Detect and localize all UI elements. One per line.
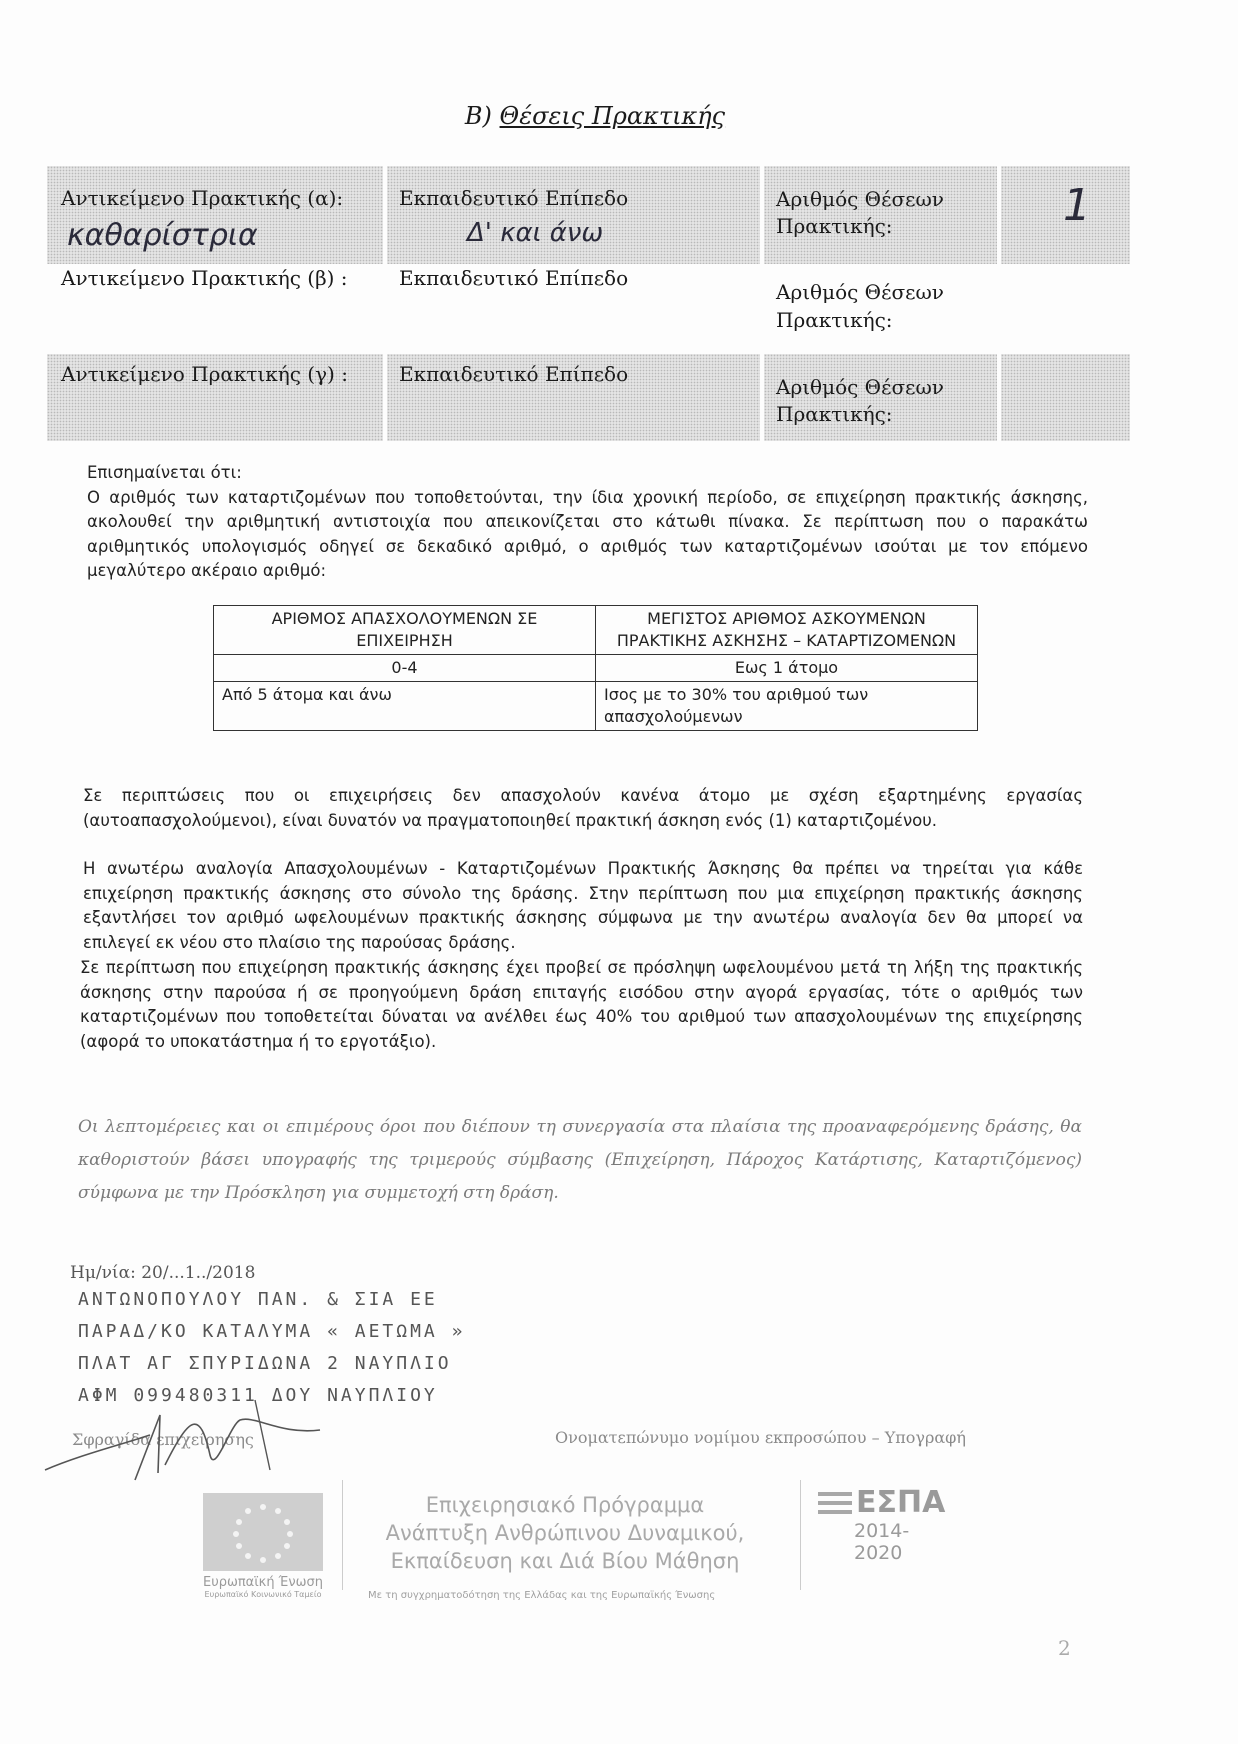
row-c-count-label: Αριθμός Θέσεων Πρακτικής: (776, 375, 944, 426)
page-number: 2 (1058, 1636, 1071, 1660)
espa-logo (818, 1485, 948, 1564)
eu-caption (190, 1575, 336, 1599)
table-cell: Ισος με το 30% του αριθμού των απασχολούμενων (596, 682, 978, 731)
table-header-row (214, 606, 978, 655)
hire-rule-paragraph: Σε περίπτωση που επιχείρηση πρακτικής άσκησης έχει προβεί σε πρόσληψη ωφελουμένου μετά τη λήξη της πρακτικής άσκησης στην παρούσα ή σε προηγούμενη δράση επιταγής εισόδου στην αγορά εργασίας, τότε ο αριθμός των καταρτιζομένων που τοποθετείται δύναται να ανέλθει έως 40% του αριθμού των απασχολουμένων της επιχείρησης (αφορά το υποκατάστημα ή το εργοτάξιο). (80, 958, 1083, 1051)
section-title (0, 102, 1190, 130)
row-c-level-cell (387, 354, 760, 441)
row-c-subject-label: Αντικείμενο Πρακτικής (γ) : (61, 362, 348, 386)
table-cell: Εως 1 άτομο (596, 655, 978, 682)
row-a-subject-value: καθαρίστρια (67, 218, 258, 253)
row-b-count-label: Αριθμός Θέσεων Πρακτικής: (776, 280, 944, 332)
company-stamp (78, 1284, 465, 1412)
section-title-main: Θέσεις Πρακτικής (499, 102, 726, 130)
espa-years: 2014-2020 (854, 1520, 910, 1564)
program-line: Επιχειρησιακό Πρόγραμμα (425, 1493, 705, 1517)
ratio-table (213, 605, 978, 731)
row-c-level-label: Εκπαιδευτικό Επίπεδο (399, 362, 629, 386)
date-value: 20/...1../2018 (141, 1263, 256, 1283)
table-cell: Από 5 άτομα και άνω (214, 682, 596, 731)
stamp-line: ΑΦΜ 099480311 ΔΟΥ ΝΑΥΠΛΙΟΥ (78, 1385, 438, 1406)
notice-heading: Επισημαίνεται ότι: (87, 463, 242, 482)
row-a-level-cell (387, 166, 760, 264)
table-row (214, 682, 978, 731)
eu-label: Ευρωπαϊκή Ένωση (202, 1575, 324, 1590)
positions-grid (47, 166, 1130, 441)
section-title-prefix: Β) (464, 102, 500, 130)
row-a-level-label: Εκπαιδευτικό Επίπεδο (399, 186, 629, 210)
footer-divider (800, 1480, 801, 1590)
table-cell: 0-4 (214, 655, 596, 682)
cofinance-note: Με τη συγχρηματοδότηση της Ελλάδας και της Ευρωπαϊκής Ένωσης (368, 1590, 716, 1601)
signature-mark (40, 1395, 340, 1485)
program-line: Εκπαίδευση και Διά Βίου Μάθηση (390, 1549, 740, 1573)
notice-block (87, 461, 1088, 584)
notice-paragraph: Ο αριθμός των καταρτιζομένων που τοποθετούνται, την ίδια χρονική περίοδο, σε επιχείρηση πρακτικής άσκησης, ακολουθεί την αριθμητική αντιστοιχία που απεικονίζεται στο κάτωθι πίνακα. Σε περίπτωση που ο παρακάτω αριθμητικός υπολογισμός οδηγεί σε δεκαδικό αριθμό, ο αριθμός των καταρτιζομένων ισούται με τον επόμενο μεγαλύτερο ακέραιο αριθμό: (87, 487, 1088, 580)
eu-sub: Ευρωπαϊκό Κοινωνικό Ταμείο (204, 1590, 322, 1599)
row-c-count-label-cell (764, 354, 997, 441)
footer-divider (342, 1480, 343, 1590)
date-label: Ημ/νία: (70, 1263, 136, 1283)
eu-flag-logo (203, 1493, 323, 1571)
program-title (350, 1491, 780, 1575)
stamp-line: ΑΝΤΩΝΟΠΟΥΛΟΥ ΠΑΝ. & ΣΙΑ ΕΕ (78, 1289, 438, 1310)
row-c-count-value-cell (1001, 354, 1130, 441)
table-header-cell: ΑΡΙΘΜΟΣ ΑΠΑΣΧΟΛΟΥΜΕΝΩΝ ΣΕ ΕΠΙΧΕΙΡΗΣΗ (214, 606, 596, 655)
ratio-rule-paragraph: Η ανωτέρω αναλογία Απασχολουμένων - Καταρτιζομένων Πρακτικής Άσκησης θα πρέπει να τηρείται για κάθε επιχείρηση πρακτικής άσκησης στο σύνολο της δράσης. Στην περίπτωση που μια επιχείρηση πρακτικής άσκησης εξαντλήσει τον αριθμό ωφελουμένων πρακτικής άσκησης σύμφωνα με την ανωτέρω αναλογία δεν θα μπορεί να επιλεγεί εκ νέου στο πλαίσιο της παρούσας δράσης. (83, 859, 1083, 952)
stamp-line: ΠΛΑΤ ΑΓ ΣΠΥΡΙΔΩΝΑ 2 ΝΑΥΠΛΙΟ (78, 1353, 452, 1374)
row-b-subject-label: Αντικείμενο Πρακτικής (β) : (61, 266, 348, 290)
self-employed-paragraph: Σε περιπτώσεις που οι επιχειρήσεις δεν απασχολούν κανένα άτομο με σχέση εξαρτημένης εργασίας (αυτοαπασχολούμενοι), είναι δυνατόν να πραγματοποιηθεί πρακτική άσκηση ενός (1) καταρτιζομένου. (83, 786, 1083, 830)
row-a-count-value: 1 (1063, 180, 1091, 231)
date-line (70, 1263, 255, 1283)
row-a-count-label: Αριθμός Θέσεων Πρακτικής: (776, 187, 944, 238)
espa-stripes-icon (818, 1488, 854, 1518)
row-a-subject-label: Αντικείμενο Πρακτικής (α): (61, 186, 344, 210)
legal-rep-label: Ονοματεπώνυμο νομίμου εκπροσώπου – Υπογραφή (555, 1428, 966, 1447)
table-header-cell: ΜΕΓΙΣΤΟΣ ΑΡΙΘΜΟΣ ΑΣΚΟΥΜΕΝΩΝ ΠΡΑΚΤΙΚΗΣ ΑΣΚΗΣΗΣ – ΚΑΤΑΡΤΙΖΟΜΕΝΩΝ (596, 606, 978, 655)
table-row (214, 655, 978, 682)
espa-logo-text: ΕΣΠΑ (856, 1485, 946, 1520)
eu-stars-icon (203, 1493, 323, 1571)
row-c-subject-cell (47, 354, 383, 441)
row-a-count-label-cell (764, 166, 997, 264)
row-a-subject-cell (47, 166, 383, 264)
stamp-line: ΠΑΡΑΔ/ΚΟ ΚΑΤΑΛΥΜΑ « ΑΕΤΩΜΑ » (78, 1321, 466, 1342)
row-a-level-value: Δ' και άνω (467, 218, 604, 248)
company-seal-label: Σφραγίδα επιχείρησης (72, 1430, 254, 1449)
details-paragraph: Οι λεπτομέρειες και οι επιμέρους όροι που διέπουν τη συνεργασία στα πλαίσια της προαναφερόμενης δράσης, θα καθοριστούν βάσει υπογραφής της τριμερούς σύμβασης (Επιχείρηση, Πάροχος Κατάρτισης, Καταρτιζόμενος) σύμφωνα με την Πρόσκληση για συμμετοχή στη δράση. (78, 1117, 1082, 1203)
row-b-level-label: Εκπαιδευτικό Επίπεδο (399, 266, 629, 290)
row-a-count-value-cell (1001, 166, 1130, 264)
program-line: Ανάπτυξη Ανθρώπινου Δυναμικού, (385, 1521, 745, 1545)
